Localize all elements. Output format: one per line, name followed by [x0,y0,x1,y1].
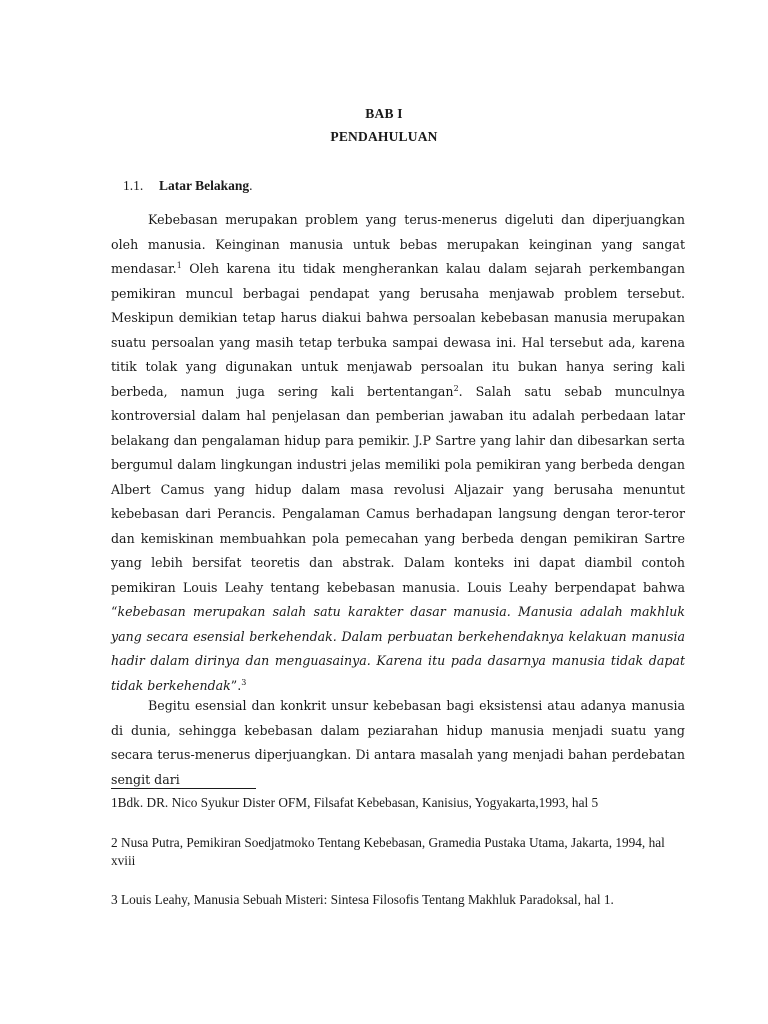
footnote-ref-3: 3 [241,677,247,687]
leahy-quote: kebebasan merupakan salah satu karakter dasar manusia. Manusia adalah makhluk yang secara esensial berkehendak. Dalam perbuatan berkehendaknya kelakuan manusia hadir dalam dirinya dan menguasainya. Karena itu pada dasarnya manusia tidak dapat tidak berkehendak [111,604,685,693]
paragraph-1-part-2: Oleh karena itu tidak mengherankan kalau dalam sejarah perkembangan pemikiran muncul berbagai pendapat yang berusaha menjawab problem tersebut. Meskipun demikian tetap harus diakui bahwa persoalan kebebasan manusia merupakan suatu persoalan yang masih tetap terbuka sampai dewasa ini. Hal tersebut ada, karena titik tolak yang digunakan untuk menjawab persoalan itu bukan hanya sering kali berbeda, namun juga sering kali bertentangan [111,261,685,399]
section-trailing: . [249,178,253,193]
chapter-title: PENDAHULUAN [330,129,438,144]
footnote-1: 1Bdk. DR. Nico Syukur Dister OFM, Filsafat Kebebasan, Kanisius, Yogyakarta,1993, hal 5 [111,795,599,810]
footnote-ref-2: 2 [453,383,459,393]
footnote-ref-1: 1 [176,261,182,270]
paragraph-2 [111,694,685,792]
paragraph-1-part-1: Kebebasan merupakan problem yang terus-menerus digeluti dan diperjuangkan oleh manusia. Keinginan manusia untuk bebas merupakan keinginan yang sangat mendasar. [111,212,685,276]
footnote-separator [111,788,256,789]
paragraph-1 [111,208,685,698]
chapter-label: BAB I [365,106,403,121]
paragraph-1-part-3: . Salah satu sebab munculnya kontroversial dalam hal penjelasan dan pemberian jawaban itu adalah perbedaan latar belakang dan pengalaman hidup para pemikir. J.P Sartre yang lahir dan dibesarkan serta bergumul dalam lingkungan industri jelas memiliki pola pemikiran yang berbeda dengan Albert Camus yang hidup dalam masa revolusi Aljazair yang berusaha menuntut kebebasan dari Perancis. Pengalaman Camus berhadapan langsung dengan teror-teror dan kemiskinan membuahkan pola pemecahan yang berbeda dengan pemikiran Sartre yang lebih bersifat teoretis dan abstrak. Dalam konteks ini dapat diambil contoh pemikiran Louis Leahy tentang kebebasan manusia. Louis Leahy berpendapat bahwa “ [111,383,685,619]
section-title: Latar Belakang [159,178,250,193]
paragraph-2-text: Begitu esensial dan konkrit unsur kebebasan bagi eksistensi atau adanya manusia di dunia, sehingga kebebasan dalam peziarahan hidup manusia menjadi suatu yang secara terus-menerus diperjuangkan. Di antara masalah yang menjadi bahan perdebatan sengit dari [111,698,685,787]
footnote-3: 3 Louis Leahy, Manusia Sebuah Misteri: Sintesa Filosofis Tentang Makhluk Paradoksal, hal 1. [111,892,614,907]
section-number: 1.1. [123,178,144,193]
section-heading [123,178,253,194]
footnote-2: 2 Nusa Putra, Pemikiran Soedjatmoko Tentang Kebebasan, Gramedia Pustaka Utama, Jakarta, 1994, hal xviii [111,835,665,868]
paragraph-1-part-4: ”. [230,677,242,693]
